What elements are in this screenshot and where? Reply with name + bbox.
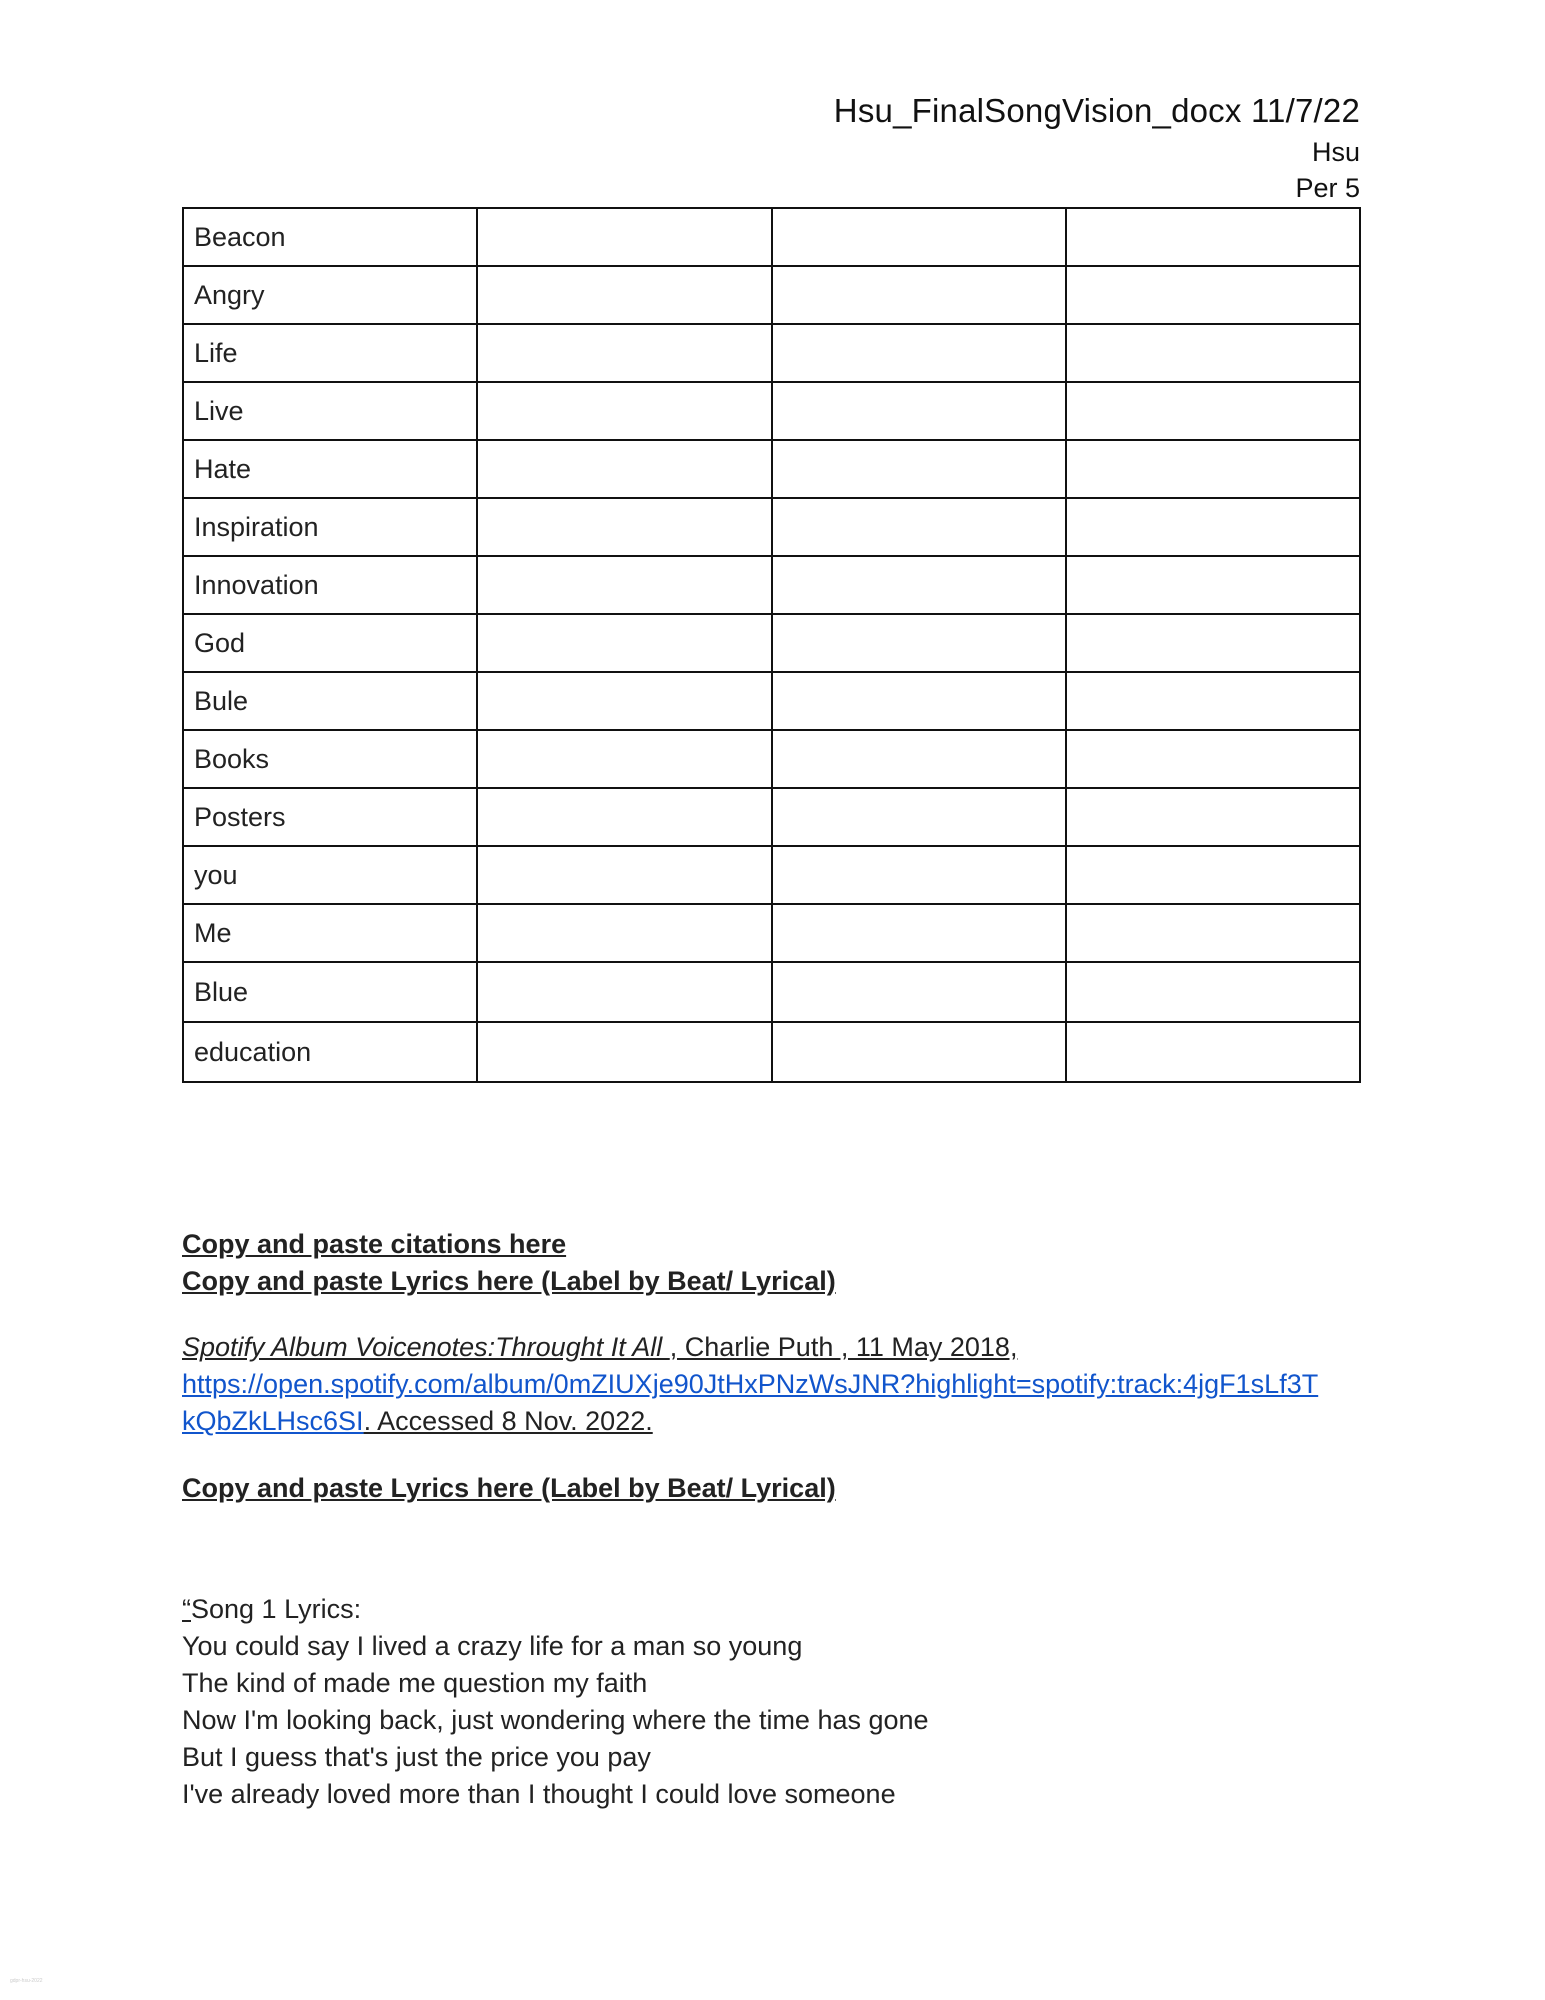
table-cell-empty — [1066, 962, 1360, 1022]
table-cell-empty — [772, 962, 1066, 1022]
table-cell-empty — [1066, 382, 1360, 440]
table-cell-word: Innovation — [183, 556, 477, 614]
table-row — [183, 730, 1360, 788]
table-cell-empty — [477, 672, 771, 730]
table-cell-empty — [1066, 324, 1360, 382]
table-cell-empty — [477, 208, 771, 266]
table-cell-word: Beacon — [183, 208, 477, 266]
table-cell-empty — [772, 614, 1066, 672]
table-cell-empty — [1066, 672, 1360, 730]
lyrics-label-line — [182, 1591, 1382, 1628]
table-cell-empty — [477, 498, 771, 556]
table-cell-empty — [477, 788, 771, 846]
lyric-line: I've already loved more than I thought I could love someone — [182, 1779, 896, 1809]
table-cell-word: Posters — [183, 788, 477, 846]
table-row — [183, 962, 1360, 1022]
table-cell-empty — [772, 440, 1066, 498]
table-row — [183, 440, 1360, 498]
class-period: Per 5 — [1295, 173, 1360, 203]
table-cell-empty — [477, 904, 771, 962]
lyrics-heading-2: Copy and paste Lyrics here (Label by Beat/ Lyrical) — [182, 1473, 836, 1503]
table-cell-empty — [1066, 846, 1360, 904]
table-cell-word: Hate — [183, 440, 477, 498]
table-cell-word: Angry — [183, 266, 477, 324]
table-cell-empty — [772, 788, 1066, 846]
table-cell-empty — [1066, 614, 1360, 672]
lyric-line: But I guess that's just the price you pay — [182, 1742, 651, 1772]
table-cell-empty — [477, 1022, 771, 1082]
table-cell-word: Bule — [183, 672, 477, 730]
table-row — [183, 208, 1360, 266]
table-row — [183, 904, 1360, 962]
lyric-line: You could say I lived a crazy life for a man so young — [182, 1631, 803, 1661]
table-cell-word: Books — [183, 730, 477, 788]
citation-link-continued[interactable]: kQbZkLHsc6SI — [182, 1406, 364, 1436]
table-cell-empty — [477, 382, 771, 440]
table-cell-empty — [477, 556, 771, 614]
table-cell-empty — [1066, 904, 1360, 962]
table-row — [183, 614, 1360, 672]
document-body — [182, 1226, 1382, 1813]
footer-watermark: gdpr-hsu-2022 — [10, 1978, 43, 1984]
table-row — [183, 324, 1360, 382]
word-table — [182, 207, 1361, 1083]
table-cell-empty — [772, 208, 1066, 266]
table-row — [183, 672, 1360, 730]
table-cell-empty — [1066, 556, 1360, 614]
citation-link[interactable]: https://open.spotify.com/album/0mZIUXje90JtHxPNzWsJNR?highlight=spotify:track:4jgF1sLf3T — [182, 1369, 1319, 1399]
table-cell-empty — [772, 382, 1066, 440]
table-cell-empty — [772, 904, 1066, 962]
table-cell-empty — [772, 556, 1066, 614]
table-cell-empty — [477, 962, 771, 1022]
document-title: Hsu_FinalSongVision_docx 11/7/22 — [833, 92, 1360, 129]
table-cell-empty — [772, 1022, 1066, 1082]
table-cell-word: education — [183, 1022, 477, 1082]
citation-details: , Charlie Puth , 11 May 2018, — [669, 1332, 1018, 1362]
table-cell-empty — [477, 324, 771, 382]
table-cell-word: Blue — [183, 962, 477, 1022]
table-cell-empty — [772, 846, 1066, 904]
table-cell-empty — [1066, 788, 1360, 846]
author-name: Hsu — [1311, 137, 1360, 167]
table-cell-empty — [772, 672, 1066, 730]
table-cell-empty — [1066, 730, 1360, 788]
citation-title: Spotify Album Voicenotes:Throught It All — [182, 1332, 670, 1362]
citation-accessed: . Accessed 8 Nov. 2022. — [363, 1406, 653, 1436]
citation-entry — [182, 1329, 1382, 1440]
table-cell-empty — [772, 266, 1066, 324]
table-cell-empty — [1066, 208, 1360, 266]
lyrics-block — [182, 1591, 1382, 1813]
table-row — [183, 846, 1360, 904]
lyrics-heading: Copy and paste Lyrics here (Label by Beat/ Lyrical) — [182, 1266, 836, 1296]
table-cell-empty — [772, 324, 1066, 382]
table-cell-empty — [1066, 1022, 1360, 1082]
table-cell-word: Live — [183, 382, 477, 440]
table-cell-empty — [1066, 498, 1360, 556]
word-table-body — [183, 208, 1360, 1082]
table-cell-empty — [772, 730, 1066, 788]
table-row — [183, 498, 1360, 556]
table-cell-empty — [772, 498, 1066, 556]
table-cell-empty — [477, 440, 771, 498]
table-cell-word: God — [183, 614, 477, 672]
table-row — [183, 788, 1360, 846]
table-cell-empty — [477, 266, 771, 324]
table-cell-empty — [477, 846, 771, 904]
table-cell-empty — [1066, 440, 1360, 498]
table-cell-empty — [1066, 266, 1360, 324]
open-quote: “ — [182, 1594, 191, 1624]
table-cell-empty — [477, 614, 771, 672]
table-row — [183, 1022, 1360, 1082]
table-cell-word: Me — [183, 904, 477, 962]
lyric-line: The kind of made me question my faith — [182, 1668, 648, 1698]
table-cell-empty — [477, 730, 771, 788]
lyric-line: Now I'm looking back, just wondering where the time has gone — [182, 1705, 929, 1735]
citations-heading: Copy and paste citations here — [182, 1229, 567, 1259]
table-row — [183, 382, 1360, 440]
table-row — [183, 266, 1360, 324]
document-header — [834, 88, 1360, 206]
table-cell-word: Inspiration — [183, 498, 477, 556]
lyrics-label: Song 1 Lyrics: — [191, 1594, 362, 1624]
table-row — [183, 556, 1360, 614]
table-cell-word: Life — [183, 324, 477, 382]
table-cell-word: you — [183, 846, 477, 904]
